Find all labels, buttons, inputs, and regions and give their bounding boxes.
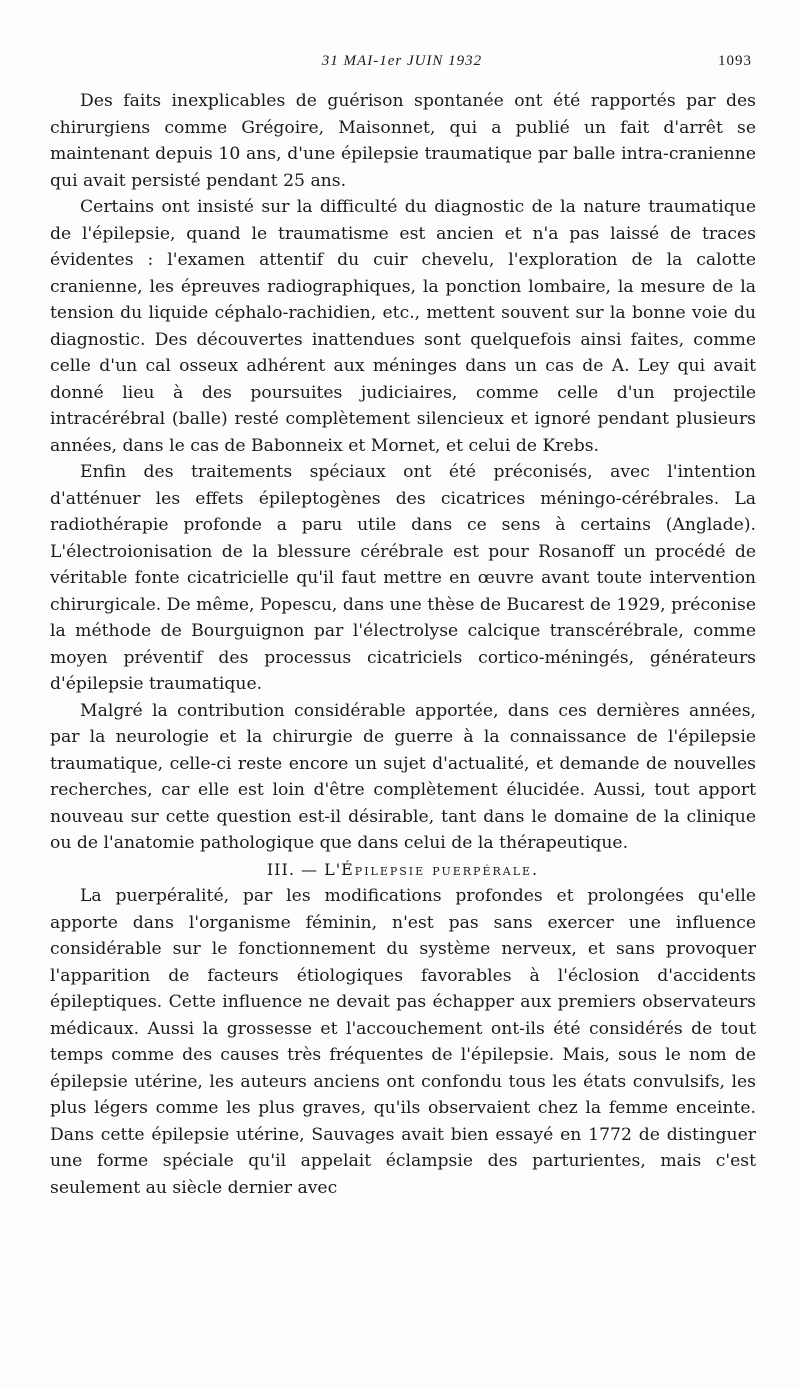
- section-heading: [50, 857, 756, 884]
- paragraph-treatments: Enfin des traitements spéciaux ont été préconisés, avec l'intention d'atténuer les effets épileptogènes des cicatrices méningo-cérébrales. La radiothérapie profonde a paru utile dans ce sens à certains (Anglade). L'électroionisation de la blessure cérébrale est pour Rosanoff un procédé de véritable fonte cicatricielle qu'il faut mettre en œuvre avant toute intervention chirurgicale. De même, Popescu, dans une thèse de Bucarest de 1929, préconise la méthode de Bourguignon par l'électrolyse calcique transcérébrale, comme moyen préventif des processus cicatriciels cortico-méningés, générateurs d'épilepsie traumatique.: [50, 462, 756, 694]
- header-date: 31 MAI-1er JUIN 1932: [321, 53, 483, 69]
- page-number: 1093: [718, 53, 752, 69]
- paragraph-diagnosis: Certains ont insisté sur la difficulté du diagnostic de la nature traumatique de l'épilepsie, quand le traumatisme est ancien et n'a pas laissé de traces évidentes : l'examen attentif du cuir chevelu, l'exploration de la calotte cranienne, les épreuves radiographiques, la ponction lombaire, la mesure de la tension du liquide céphalo-rachidien, etc., mettent souvent sur la bonne voie du diagnostic. Des découvertes inattendues sont quelquefois ainsi faites, comme celle d'un cal osseux adhérent aux méninges dans un cas de A. Ley qui avait donné lieu à des poursuites judiciaires, comme celle d'un projectile intracérébral (balle) resté complètement silencieux et ignoré pendant plusieurs années, dans le cas de Babonneix et Mornet, et celui de Krebs.: [50, 197, 756, 456]
- body-text: [50, 88, 756, 1201]
- running-head: [52, 53, 752, 75]
- paragraph-spontaneous-recovery: Des faits inexplicables de guérison spontanée ont été rapportés par des chirurgiens comme Grégoire, Maisonnet, qui a publié un fait d'arrêt se maintenant depuis 10 ans, d'une épilepsie traumatique par balle intra-cranienne qui avait persisté pendant 25 ans.: [50, 91, 756, 191]
- paragraph-conclusion: Malgré la contribution considérable apportée, dans ces dernières années, par la neurologie et la chirurgie de guerre à la connaissance de l'épilepsie traumatique, celle-ci reste encore un sujet d'actualité, et demande de nouvelles recherches, car elle est loin d'être complètement élucidée. Aussi, tout apport nouveau sur cette question est-il désirable, tant dans le domaine de la clinique ou de l'anatomie pathologique que dans celui de la thérapeutique.: [50, 700, 756, 853]
- paragraph-puerperality: La puerpéralité, par les modifications profondes et prolongées qu'elle apporte dans l'organisme féminin, n'est pas sans exercer une influence considérable sur le fonctionnement du système nerveux, et sans provoquer l'apparition de facteurs étiologiques favorables à l'éclosion d'accidents épileptiques. Cette influence ne devait pas échapper aux premiers observateurs médicaux. Aussi la grossesse et l'accouchement ont-ils été considérés de tout temps comme des causes très fréquentes de l'épilepsie. Mais, sous le nom de épilepsie utérine, les auteurs anciens ont confondu tous les états convulsifs, les plus légers comme les plus graves, qu'ils observaient chez la femme enceinte. Dans cette épilepsie utérine, Sauvages avait bien essayé en 1772 de distinguer une forme spéciale qu'il appelait éclampsie des parturientes, mais c'est seulement au siècle dernier avec: [50, 886, 756, 1198]
- section-number: III. — L': [266, 859, 342, 879]
- section-title: Épilepsie puerpérale.: [341, 859, 540, 879]
